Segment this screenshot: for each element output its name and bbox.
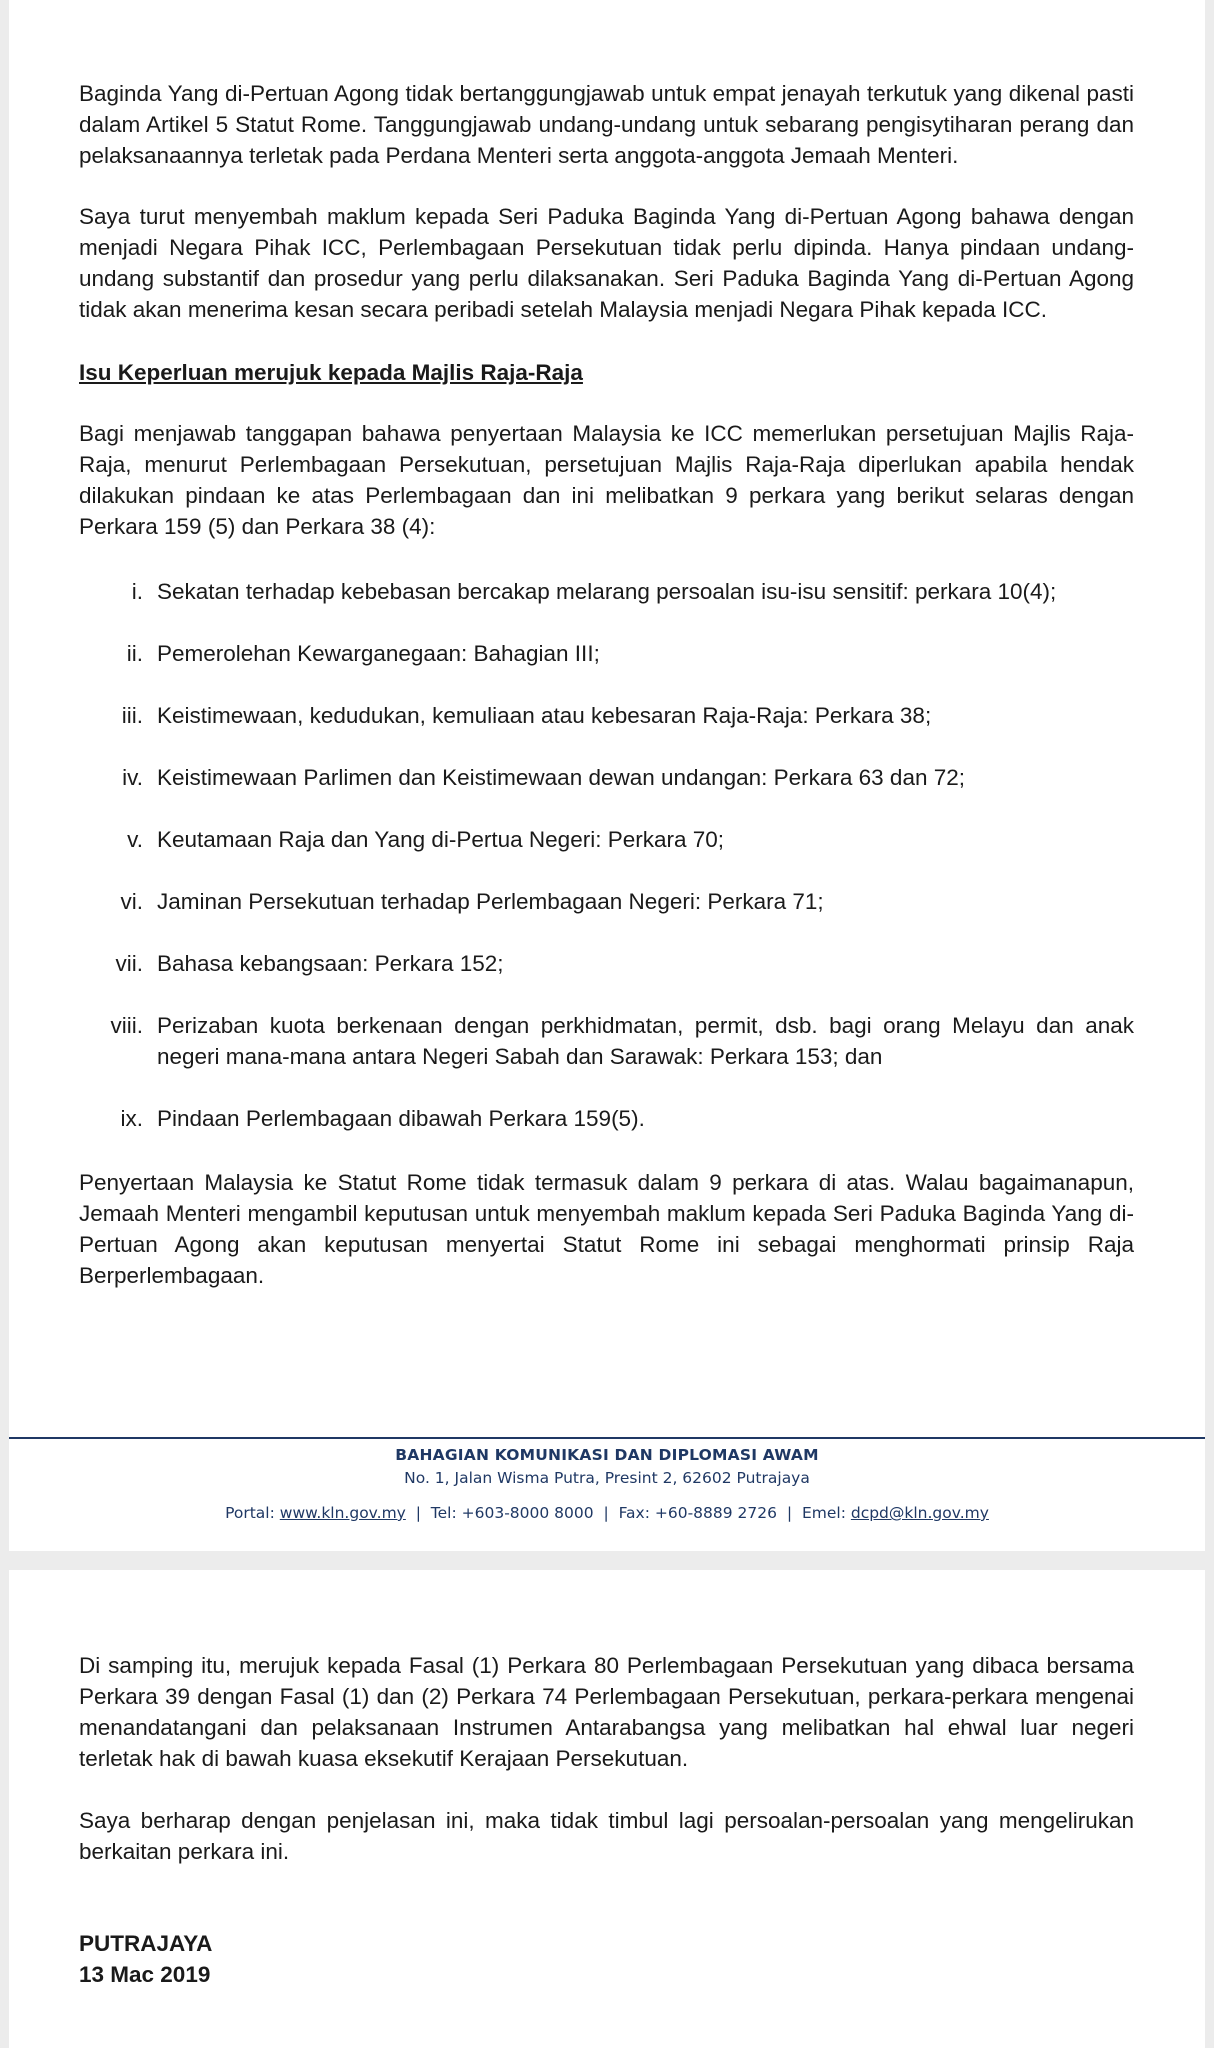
list-item-text: Perizaban kuota berkenaan dengan perkhidmatan, permit, dsb. bagi orang Melayu dan anak negeri mana-mana antara Negeri Sabah dan Sarawak: Perkara 153; dan <box>157 1013 1134 1069</box>
list-item-text: Pindaan Perlembagaan dibawah Perkara 159(5). <box>157 1106 645 1131</box>
footer-separator: | <box>415 1504 421 1522</box>
list-item-number: i. <box>131 579 143 604</box>
footer-department: BAHAGIAN KOMUNIKASI DAN DIPLOMASI AWAM <box>395 1446 819 1464</box>
paragraph-federal-executive-authority: Di samping itu, merujuk kepada Fasal (1) Perkara 80 Perlembagaan Persekutuan yang dibaca bersama Perkara 39 dengan Fasal (1) dan (2) Perkara 74 Perlembagaan Persekutuan, perkara-perkara mengenai menandatangani dan pelaksanaan Instrumen Antarabangsa yang melibatkan hal ehwal luar negeri terletak hak di bawah kuasa eksekutif Kerajaan Persekutuan. <box>79 1653 1134 1771</box>
footer-contact <box>9 1504 1205 1522</box>
sign-off-date: 13 Mac 2019 <box>79 1962 211 1987</box>
list-item-text: Pemerolehan Kewarganegaan: Bahagian III; <box>157 641 600 666</box>
list-item-number: viii. <box>110 1013 143 1038</box>
footer-divider <box>9 1437 1205 1439</box>
footer-email-label: Emel: <box>801 1504 846 1522</box>
list-item-text: Keistimewaan Parlimen dan Keistimewaan dewan undangan: Perkara 63 dan 72; <box>157 765 966 790</box>
footer-email-link[interactable]: dcpd@kln.gov.my <box>850 1504 989 1522</box>
paragraph-rome-statute-conclusion: Penyertaan Malaysia ke Statut Rome tidak termasuk dalam 9 perkara di atas. Walau bagaimanapun, Jemaah Menteri mengambil keputusan untuk menyembah maklum kepada Seri Paduka Baginda Yang di-Pertuan Agong akan keputusan menyertai Statut Rome ini sebagai menghormati prinsip Raja Berperlembagaan. <box>79 1170 1134 1288</box>
list-item-number: ii. <box>126 641 143 666</box>
footer-portal-link[interactable]: www.kln.gov.my <box>279 1504 406 1522</box>
footer-tel: Tel: +603-8000 8000 <box>430 1504 594 1522</box>
list-item-text: Sekatan terhadap kebebasan bercakap melarang persoalan isu-isu sensitif: perkara 10(4); <box>157 579 1057 604</box>
list-item-text: Keistimewaan, kedudukan, kemuliaan atau kebesaran Raja-Raja: Perkara 38; <box>157 703 932 728</box>
footer-separator: | <box>786 1504 793 1522</box>
list-item-number: ix. <box>120 1106 143 1131</box>
footer-address: No. 1, Jalan Wisma Putra, Presint 2, 62602 Putrajaya <box>404 1469 810 1487</box>
paragraph-closing: Saya berharap dengan penjelasan ini, maka tidak timbul lagi persoalan-persoalan yang mengelirukan berkaitan perkara ini. <box>79 1808 1134 1864</box>
list-item-text: Keutamaan Raja dan Yang di-Pertua Negeri: Perkara 70; <box>157 827 725 852</box>
paragraph-majlis-raja-raja: Bagi menjawab tanggapan bahawa penyertaan Malaysia ke ICC memerlukan persetujuan Majlis Raja-Raja, menurut Perlembagaan Persekutuan, persetujuan Majlis Raja-Raja diperlukan apabila hendak dilakukan pindaan ke atas Perlembagaan dan ini melibatkan 9 perkara yang berikut selaras dengan Perkara 159 (5) dan Perkara 38 (4): <box>79 421 1134 539</box>
document-page-1 <box>9 0 1205 1551</box>
list-item-number: v. <box>127 827 143 852</box>
list-item-text: Jaminan Persekutuan terhadap Perlembagaan Negeri: Perkara 71; <box>157 889 824 914</box>
footer-fax: Fax: +60-8889 2726 <box>618 1504 777 1522</box>
paragraph-constitution-no-amendment: Saya turut menyembah maklum kepada Seri Paduka Baginda Yang di-Pertuan Agong bahawa dengan menjadi Negara Pihak ICC, Perlembagaan Persekutuan tidak perlu dipinda. Hanya pindaan undang-undang substantif dan prosedur yang perlu dilaksanakan. Seri Paduka Baginda Yang di-Pertuan Agong tidak akan menerima kesan secara peribadi setelah Malaysia menjadi Negara Pihak kepada ICC. <box>79 204 1134 322</box>
list-item-number: vi. <box>120 889 143 914</box>
list-item-number: vii. <box>115 951 143 976</box>
sign-off-place: PUTRAJAYA <box>79 1931 213 1956</box>
paragraph-agong-responsibility: Baginda Yang di-Pertuan Agong tidak bertanggungjawab untuk empat jenayah terkutuk yang dikenal pasti dalam Artikel 5 Statut Rome. Tanggungjawab undang-undang untuk sebarang pengisytiharan perang dan pelaksanaannya terletak pada Perdana Menteri serta anggota-anggota Jemaah Menteri. <box>79 81 1134 168</box>
footer-separator: | <box>603 1504 609 1522</box>
list-item-number: iii. <box>121 703 143 728</box>
list-item-number: iv. <box>122 765 143 790</box>
footer-portal-label: Portal: <box>225 1504 275 1522</box>
list-item-text: Bahasa kebangsaan: Perkara 152; <box>157 951 504 976</box>
section-heading: Isu Keperluan merujuk kepada Majlis Raja-Raja <box>79 360 583 385</box>
document-page-2 <box>9 1570 1205 2048</box>
